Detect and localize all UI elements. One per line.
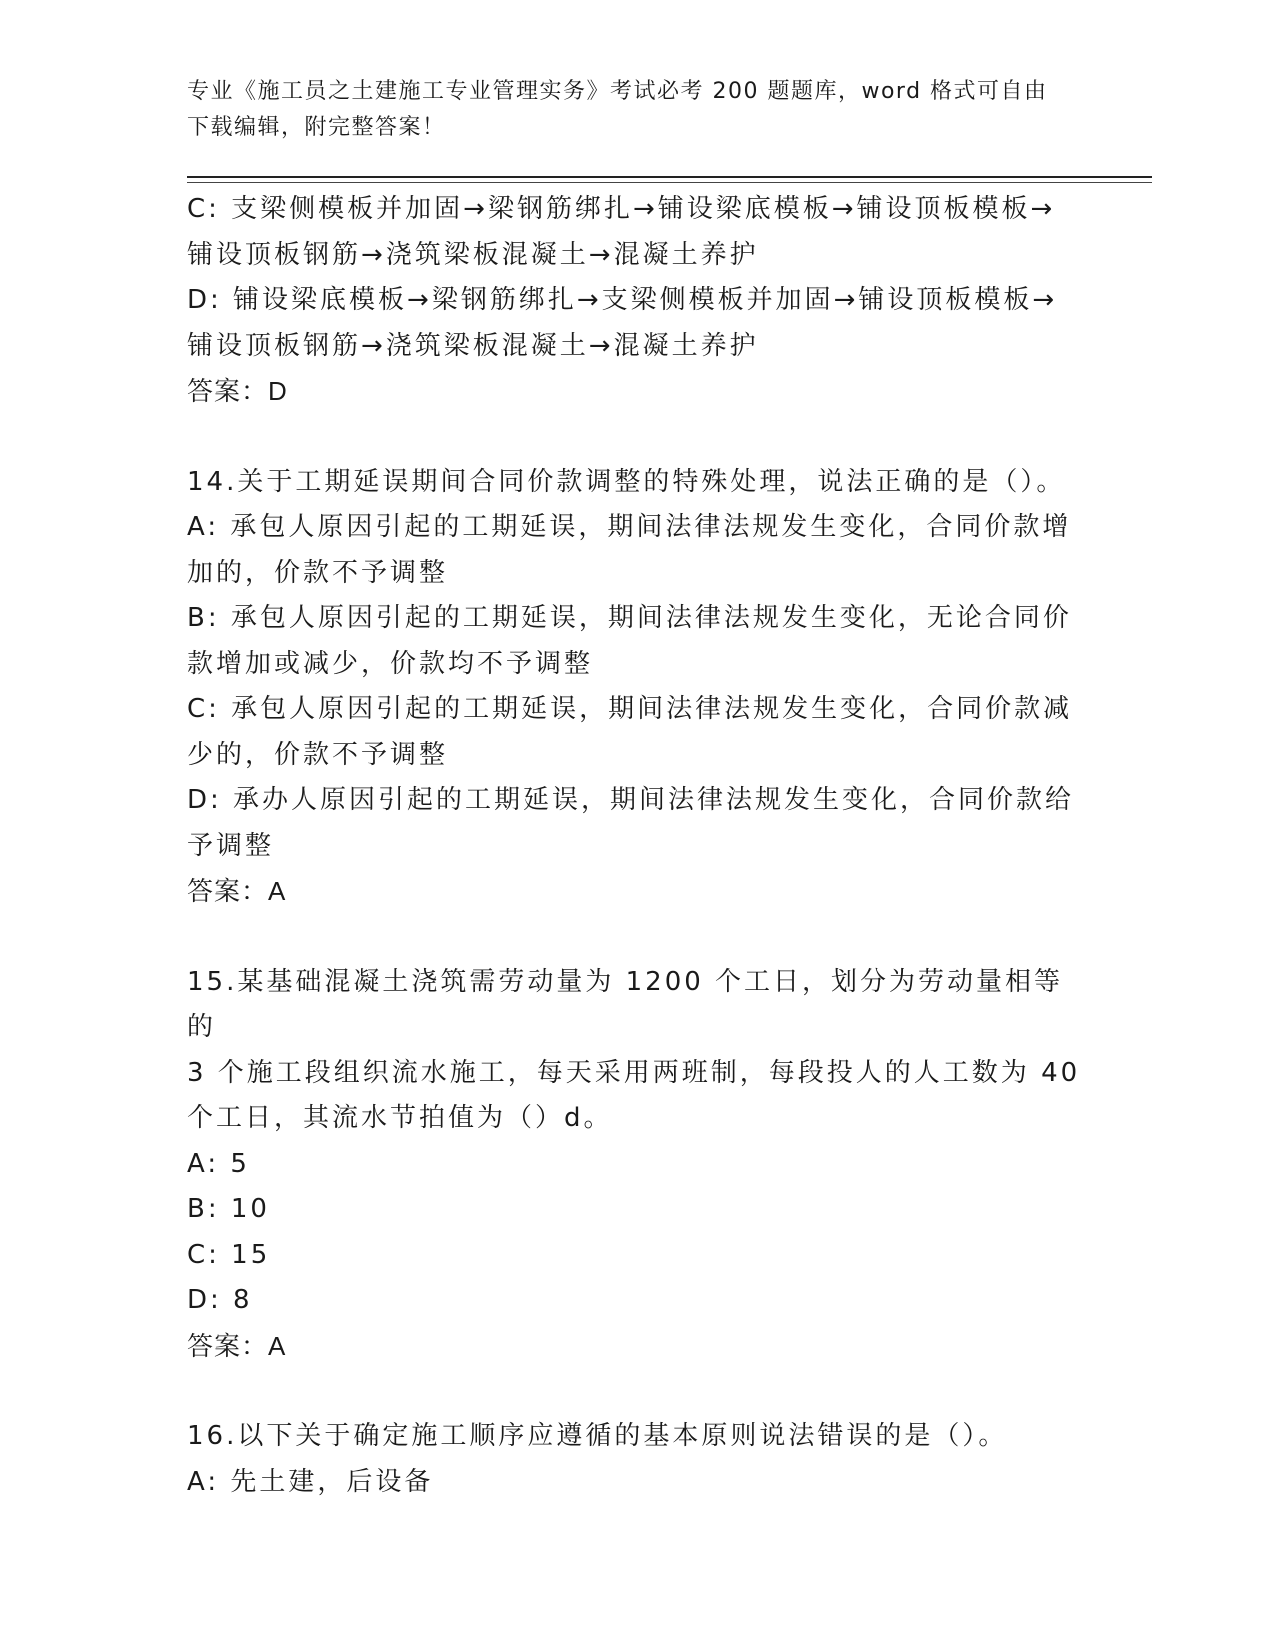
spacer bbox=[187, 415, 1087, 460]
q14-option-b-line-2: 款增加或减少，价款均不予调整 bbox=[187, 648, 594, 679]
header-line-2: 下载编辑，附完整答案！ bbox=[187, 115, 446, 140]
q14-option-a-line-2: 加的，价款不予调整 bbox=[187, 557, 449, 588]
q14-option-b-line-1: B: 承包人原因引起的工期延误，期间法律法规发生变化，无论合同价 bbox=[187, 603, 1072, 633]
q14-answer: 答案：A bbox=[187, 876, 287, 906]
q16-option-a: A: 先土建，后设备 bbox=[187, 1466, 434, 1497]
q13-option-c-line-2: 铺设顶板钢筋→浇筑梁板混凝土→混凝土养护 bbox=[187, 239, 759, 270]
q14-option-d-line-2: 予调整 bbox=[187, 830, 275, 861]
q15-option-a: A: 5 bbox=[187, 1148, 250, 1179]
q13-option-d-line-1: D: 铺设梁底模板→梁钢筋绑扎→支梁侧模板并加固→铺设顶板模板→ bbox=[187, 285, 1058, 315]
document-header bbox=[187, 74, 1067, 146]
q15-option-c: C: 15 bbox=[187, 1239, 271, 1270]
question-15 bbox=[187, 960, 1087, 1370]
question-14 bbox=[187, 460, 1087, 915]
q15-stem-line-1: 15.某基础混凝土浇筑需劳动量为 1200 个工日，划分为劳动量相等的 bbox=[187, 966, 1064, 1042]
question-13 bbox=[187, 187, 1087, 415]
spacer bbox=[187, 915, 1087, 960]
q14-option-c-line-2: 少的，价款不予调整 bbox=[187, 739, 449, 770]
header-rule-thick bbox=[187, 176, 1152, 178]
header-line-1: 专业《施工员之土建施工专业管理实务》考试必考 200 题题库，word 格式可自由 bbox=[187, 79, 1048, 104]
spacer bbox=[187, 1369, 1087, 1414]
q15-stem-line-3: 个工日，其流水节拍值为（）d。 bbox=[187, 1103, 613, 1133]
q14-option-d-line-1: D: 承办人原因引起的工期延误，期间法律法规发生变化，合同价款给 bbox=[187, 785, 1075, 815]
q14-option-c-line-1: C: 承包人原因引起的工期延误，期间法律法规发生变化，合同价款减 bbox=[187, 694, 1073, 724]
q15-option-b: B: 10 bbox=[187, 1194, 270, 1224]
header-rule-thin bbox=[187, 182, 1152, 183]
question-16 bbox=[187, 1414, 1087, 1505]
q13-option-c-line-1: C: 支梁侧模板并加固→梁钢筋绑扎→铺设梁底模板→铺设顶板模板→ bbox=[187, 194, 1056, 224]
q16-stem: 16.以下关于确定施工顺序应遵循的基本原则说法错误的是（）。 bbox=[187, 1421, 1008, 1451]
question-content bbox=[187, 187, 1087, 1505]
q14-option-a-line-1: A: 承包人原因引起的工期延误，期间法律法规发生变化，合同价款增 bbox=[187, 512, 1072, 542]
q15-option-d: D: 8 bbox=[187, 1285, 253, 1315]
q13-option-d-line-2: 铺设顶板钢筋→浇筑梁板混凝土→混凝土养护 bbox=[187, 330, 759, 361]
q15-answer: 答案：A bbox=[187, 1330, 287, 1361]
q13-answer: 答案：D bbox=[187, 376, 288, 406]
q14-stem: 14.关于工期延误期间合同价款调整的特殊处理，说法正确的是（）。 bbox=[187, 466, 1066, 497]
q15-stem-line-2: 3 个施工段组织流水施工，每天采用两班制，每段投人的人工数为 40 bbox=[187, 1057, 1081, 1088]
